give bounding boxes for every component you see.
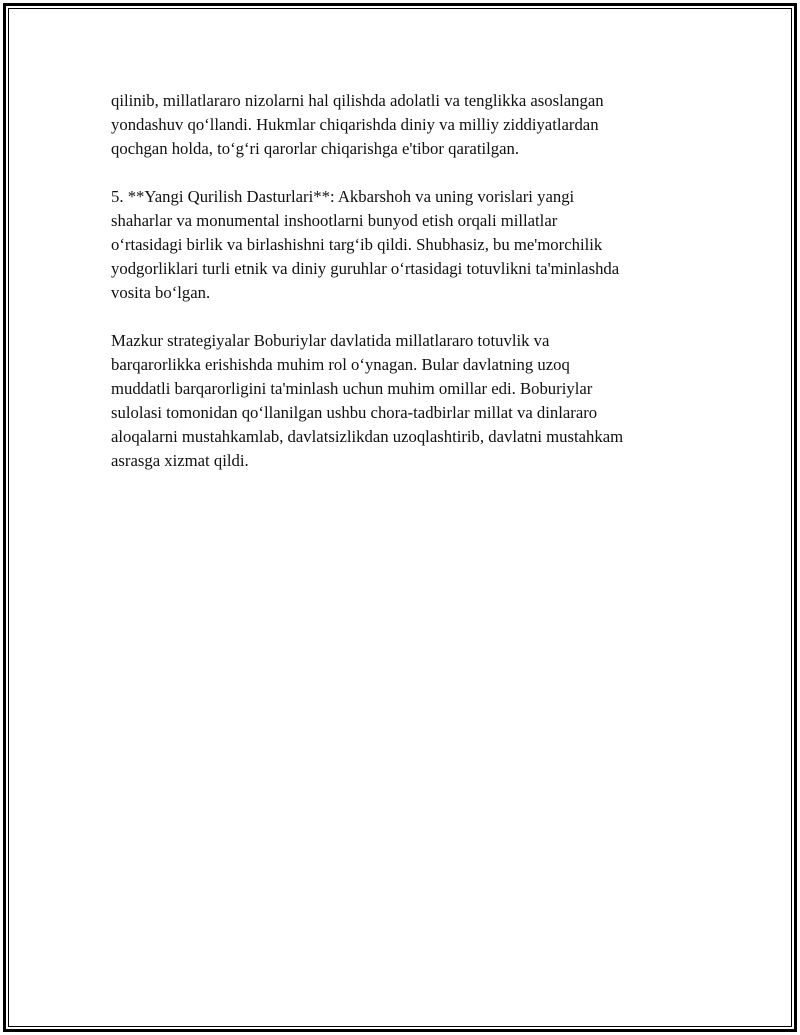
document-body [111, 89, 691, 497]
text-line: sulolasi tomonidan qo‘llanilgan ushbu chora-tadbirlar millat va dinlararo [111, 403, 598, 422]
text-line: asrasga xizmat qildi. [111, 451, 249, 470]
text-line: yondashuv qo‘llandi. Hukmlar chiqarishda diniy va milliy ziddiyatlardan [111, 115, 599, 134]
text-line: barqarorlikka erishishda muhim rol o‘ynagan. Bular davlatning uzoq [111, 355, 570, 374]
text-line: shaharlar va monumental inshootlarni bunyod etish orqali millatlar [111, 211, 558, 230]
text-line: qilinib, millatlararo nizolarni hal qilishda adolatli va tenglikka asoslangan [111, 91, 604, 110]
text-line: qochgan holda, to‘g‘ri qarorlar chiqarishga e'tibor qaratilgan. [111, 139, 519, 158]
paragraph-1 [111, 89, 691, 161]
text-line: vosita bo‘lgan. [111, 283, 211, 302]
text-line: aloqalarni mustahkamlab, davlatsizlikdan uzoqlashtirib, davlatni mustahkam [111, 427, 624, 446]
paragraph-3 [111, 329, 691, 473]
text-line: yodgorliklari turli etnik va diniy guruhlar o‘rtasidagi totuvlikni ta'minlashda [111, 259, 620, 278]
text-line: muddatli barqarorligini ta'minlash uchun muhim omillar edi. Boburiylar [111, 379, 593, 398]
text-line: Mazkur strategiyalar Boburiylar davlatida millatlararo totuvlik va [111, 331, 550, 350]
text-line: 5. **Yangi Qurilish Dasturlari**: Akbarshoh va uning vorislari yangi [111, 187, 575, 206]
paragraph-2 [111, 185, 691, 305]
text-line: o‘rtasidagi birlik va birlashishni targ‘ib qildi. Shubhasiz, bu me'morchilik [111, 235, 603, 254]
